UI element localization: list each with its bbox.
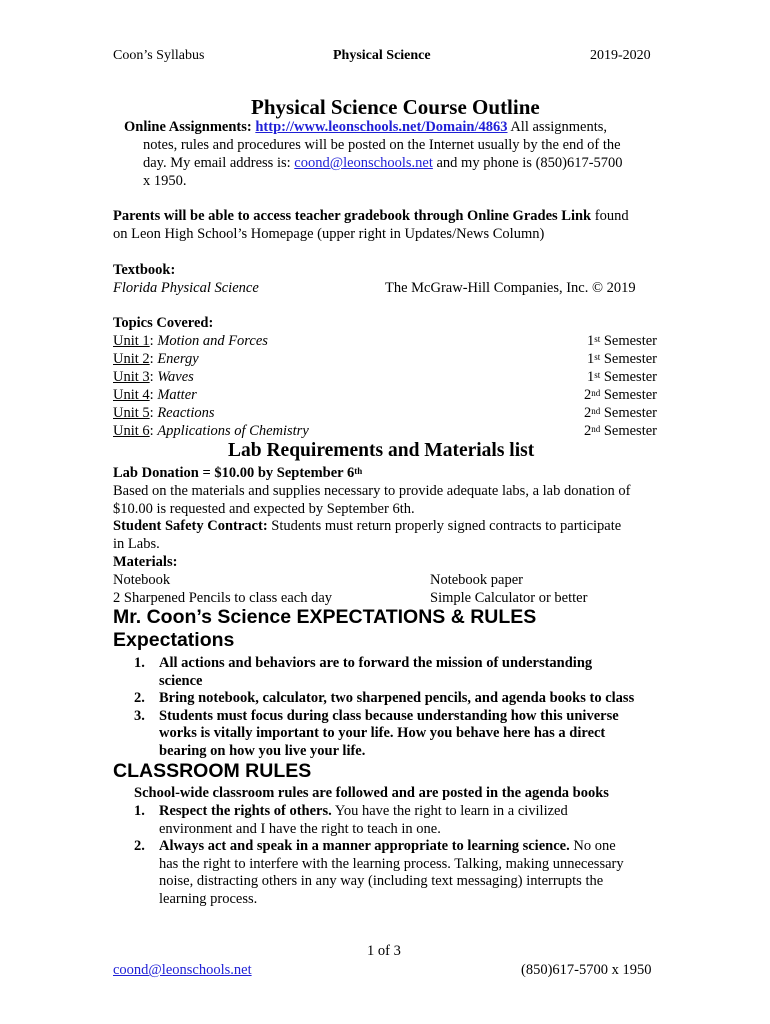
unit-separator: : [149, 369, 158, 385]
online-assignments-line3 [143, 155, 623, 173]
page-title: Physical Science Course Outline [251, 95, 540, 119]
list-line: All actions and behaviors are to forward the mission of understanding [159, 655, 593, 671]
list-number: 1. [134, 803, 145, 819]
textbook-title: Florida Physical Science [113, 280, 259, 296]
list-line [159, 803, 674, 821]
online-text: All assignments, [507, 119, 608, 135]
unit-name: Reactions [157, 405, 215, 421]
textbook-publisher: The McGraw-Hill Companies, Inc. © 2019 [385, 280, 636, 296]
unit-name: Applications of Chemistry [157, 423, 309, 439]
expectations-heading: Expectations [113, 629, 235, 651]
list-number: 2. [134, 838, 145, 855]
email-intro: day. My email address is: [143, 155, 295, 171]
unit-label: Unit 2 [113, 351, 150, 367]
list-item [134, 708, 674, 761]
rule-bold: Always act and speak in a manner appropriate to learning science. [159, 838, 570, 855]
online-assignments-line2: notes, rules and procedures will be posted on the Internet usually by the end of the [143, 137, 621, 153]
unit-separator: : [149, 387, 158, 403]
list-number: 1. [134, 655, 145, 671]
page-number: 1 of 3 [367, 943, 401, 959]
unit-separator: : [149, 351, 158, 367]
parents-line2: on Leon High School’s Homepage (upper right in Updates/News Column) [113, 226, 545, 242]
textbook-label: Textbook: [113, 262, 176, 278]
parents-bold: Parents will be able to access teacher gradebook through Online Grades Link [113, 208, 592, 224]
semester-text: Semester [600, 369, 657, 385]
list-line [159, 838, 674, 856]
rules-list [134, 803, 674, 909]
unit-name: Energy [157, 351, 199, 367]
unit-semester [584, 423, 657, 441]
list-line: learning process. [159, 890, 258, 907]
header-right: 2019-2020 [590, 48, 651, 63]
safety-label: Student Safety Contract: [113, 518, 268, 534]
unit-label: Unit 3 [113, 369, 150, 385]
unit-label: Unit 1 [113, 333, 150, 349]
email-link[interactable]: coond@leonschools.net [294, 155, 433, 171]
unit-label: Unit 4 [113, 387, 150, 403]
safety-text: Students must return properly signed contracts to participate [267, 518, 622, 534]
rule-text: No one [569, 838, 616, 855]
lab-donation [113, 465, 362, 483]
material-item-3: 2 Sharpened Pencils to class each day [113, 590, 333, 606]
unit-row [113, 423, 309, 441]
domain-link[interactable]: http://www.leonschools.net/Domain/4863 [255, 119, 508, 135]
list-number: 2. [134, 690, 145, 707]
online-assignments-line4: x 1950. [143, 173, 187, 189]
unit-name: Waves [157, 369, 194, 385]
unit-separator: : [149, 405, 158, 421]
unit-semester [587, 333, 657, 351]
semester-suffix: st [594, 334, 601, 344]
semester-number: 2 [583, 405, 592, 421]
list-item [134, 655, 674, 690]
semester-number: 1 [586, 333, 595, 349]
safety-line2: in Labs. [113, 536, 160, 552]
lab-desc-line1: Based on the materials and supplies necessary to provide adequate labs, a lab donation of [113, 483, 631, 499]
phone-text: and my phone is (850)617-5700 [432, 155, 623, 171]
semester-suffix: nd [591, 406, 601, 416]
list-line: science [159, 672, 203, 689]
lab-donation-sup: th [354, 466, 363, 476]
list-item [134, 838, 674, 908]
lab-donation-text: Lab Donation = $10.00 by September 6 [113, 465, 355, 481]
semester-text: Semester [600, 405, 657, 421]
rules-intro: School-wide classroom rules are followed and are posted in the agenda books [134, 785, 609, 801]
header-left: Coon’s Syllabus [113, 48, 205, 63]
materials-label: Materials: [113, 554, 178, 570]
topics-label: Topics Covered: [113, 315, 214, 331]
footer-phone: (850)617-5700 x 1950 [521, 962, 652, 978]
unit-name: Motion and Forces [157, 333, 268, 349]
expectations-rules-heading: Mr. Coon’s Science EXPECTATIONS & RULES [113, 606, 537, 628]
unit-row [113, 405, 215, 423]
rule-text: You have the right to learn in a civilized [331, 803, 568, 819]
unit-semester [584, 405, 657, 423]
expectations-list [134, 655, 674, 761]
rule-bold: Respect the rights of others. [159, 803, 332, 819]
unit-name: Matter [157, 387, 197, 403]
semester-number: 2 [583, 387, 592, 403]
semester-suffix: nd [591, 424, 601, 434]
list-line: works is vitally important to your life. How you behave here has a direct [159, 725, 606, 742]
semester-text: Semester [600, 387, 657, 403]
unit-separator: : [149, 333, 158, 349]
unit-separator: : [149, 423, 158, 439]
material-item-1: Notebook [113, 572, 171, 588]
semester-text: Semester [600, 423, 657, 439]
online-assignments-line1 [124, 119, 607, 137]
unit-semester [587, 351, 657, 369]
unit-label: Unit 6 [113, 423, 150, 439]
list-line: has the right to interfere with the learning process. Talking, making unnecessary [159, 855, 624, 872]
semester-number: 1 [586, 369, 595, 385]
header-center: Physical Science [333, 48, 431, 63]
lab-desc-line2: $10.00 is requested and expected by September 6th. [113, 501, 415, 517]
semester-suffix: st [594, 370, 601, 380]
safety-line1 [113, 518, 621, 536]
list-line: Students must focus during class because understanding how this universe [159, 707, 619, 724]
semester-suffix: st [594, 352, 601, 362]
unit-row [113, 369, 194, 387]
list-line: environment and I have the right to teach in one. [159, 820, 441, 837]
list-item [134, 803, 674, 838]
semester-suffix: nd [591, 388, 601, 398]
semester-number: 2 [583, 423, 592, 439]
semester-text: Semester [600, 351, 657, 367]
material-item-2: Notebook paper [430, 572, 524, 588]
list-line: Bring notebook, calculator, two sharpened pencils, and agenda books to class [159, 690, 635, 707]
unit-semester [584, 387, 657, 405]
material-item-4: Simple Calculator or better [430, 590, 588, 606]
footer-email-link[interactable]: coond@leonschools.net [113, 962, 252, 978]
semester-number: 1 [586, 351, 595, 367]
online-assignments-label: Online Assignments: [124, 119, 252, 135]
parents-line1 [113, 208, 629, 226]
list-line: noise, distracting others in any way (including text messaging) interrupts the [159, 873, 604, 890]
unit-row [113, 351, 199, 369]
unit-row [113, 333, 268, 351]
unit-row [113, 387, 197, 405]
unit-label: Unit 5 [113, 405, 150, 421]
semester-text: Semester [600, 333, 657, 349]
unit-semester [587, 369, 657, 387]
list-line: bearing on how you live your life. [159, 742, 366, 759]
classroom-rules-heading: CLASSROOM RULES [113, 760, 312, 782]
list-item [134, 690, 674, 708]
list-number: 3. [134, 707, 145, 724]
lab-heading: Lab Requirements and Materials list [228, 440, 535, 461]
parents-rest: found [591, 208, 629, 224]
